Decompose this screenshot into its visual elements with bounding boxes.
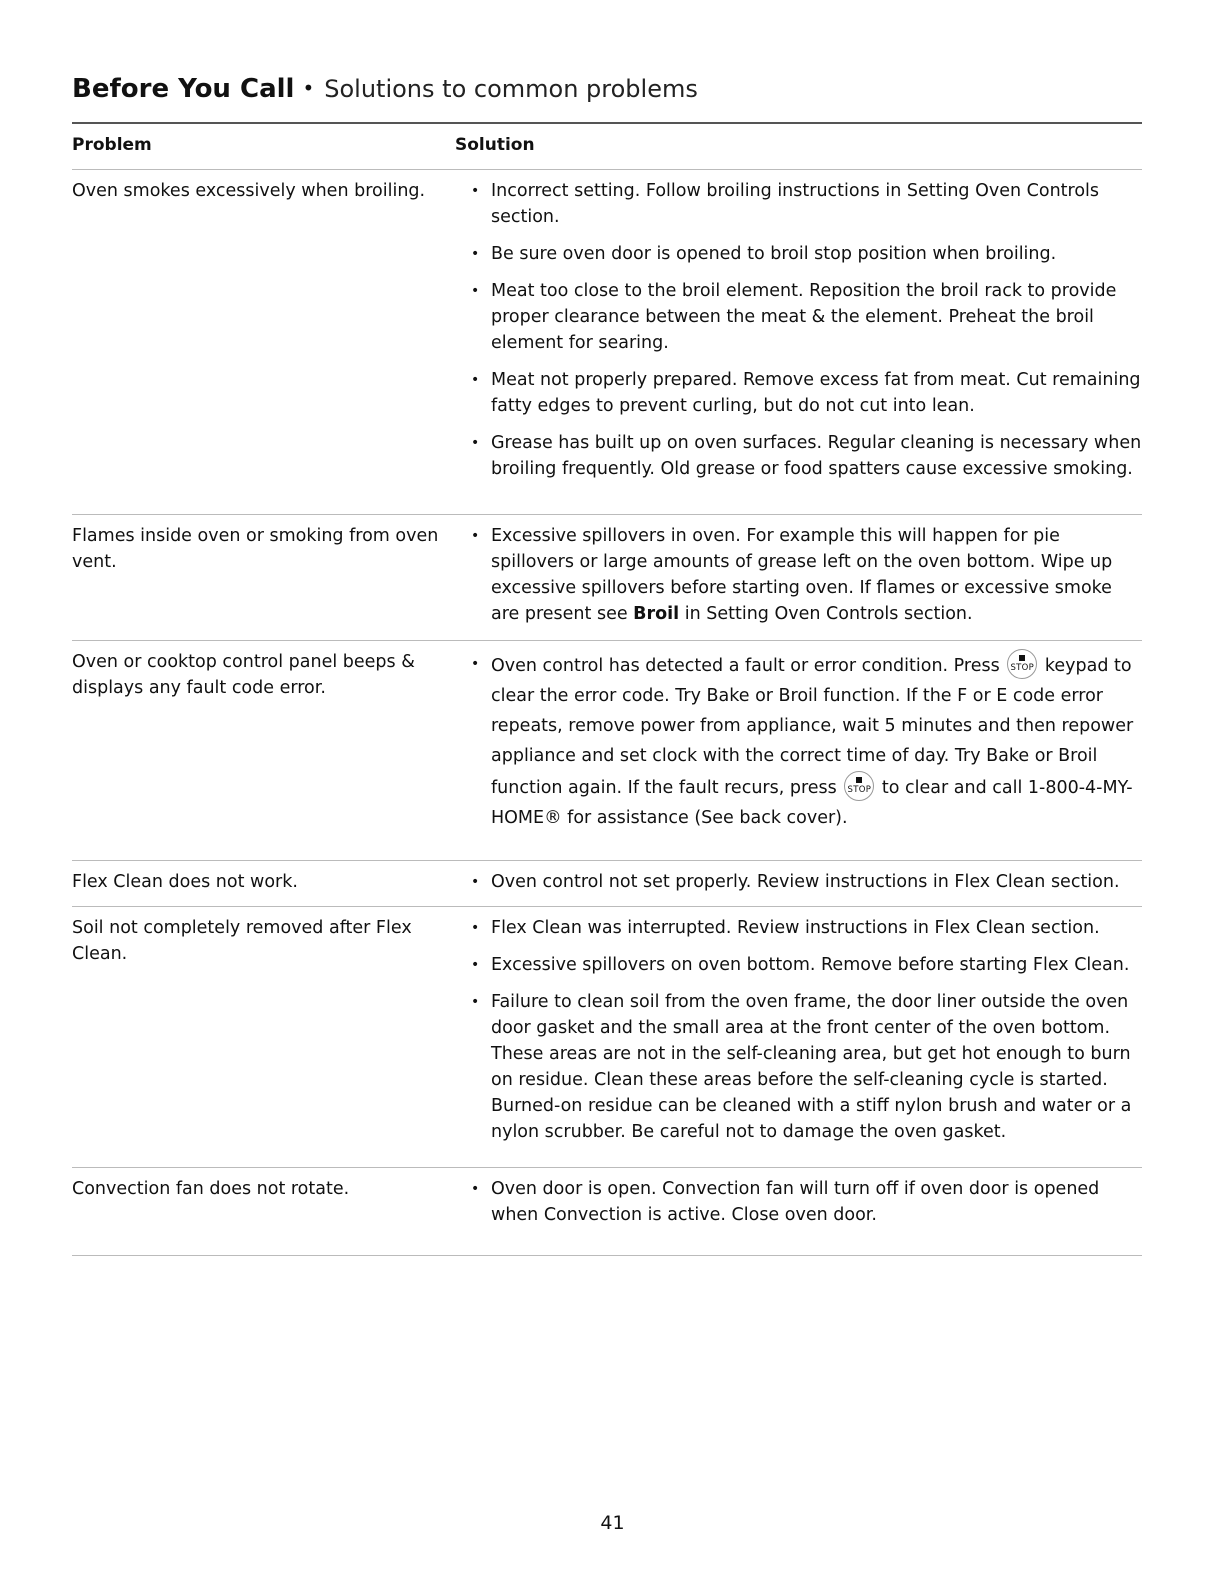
list-item bbox=[471, 869, 1142, 895]
table-row bbox=[72, 641, 1142, 861]
table-row bbox=[72, 1168, 1142, 1256]
stop-key-label: STOP bbox=[1010, 663, 1035, 673]
bullet-icon: • bbox=[471, 183, 480, 199]
stop-key-icon bbox=[1007, 649, 1037, 679]
solution-list bbox=[471, 1168, 1142, 1228]
stop-square-icon bbox=[856, 777, 862, 783]
list-item bbox=[471, 649, 1142, 833]
list-item bbox=[471, 523, 1142, 627]
list-item bbox=[471, 178, 1142, 230]
stop-square-icon bbox=[1019, 655, 1025, 661]
page-title bbox=[72, 70, 698, 107]
list-item bbox=[471, 430, 1142, 482]
bullet-icon: • bbox=[471, 957, 480, 973]
problem-cell: Flex Clean does not work. bbox=[72, 872, 298, 892]
solution-cell bbox=[471, 1168, 1142, 1255]
title-subtitle: Solutions to common problems bbox=[324, 75, 698, 103]
solution-text: Flex Clean was interrupted. Review instructions in Flex Clean section. bbox=[491, 918, 1100, 938]
bullet-icon: • bbox=[471, 283, 480, 299]
list-item bbox=[471, 278, 1142, 356]
solution-text-start: Excessive spillovers in oven. For example this will happen for pie spillovers or large amounts of grease left on the oven bottom. Wipe up excessive spillovers before starting oven. If flames or excessive smoke are present see bbox=[491, 526, 1113, 624]
solution-list bbox=[471, 515, 1142, 627]
bullet-icon: • bbox=[471, 246, 480, 262]
table-header-row bbox=[72, 124, 1142, 170]
bullet-icon: • bbox=[471, 920, 480, 936]
solution-list bbox=[471, 907, 1142, 1145]
solution-text: Grease has built up on oven surfaces. Regular cleaning is necessary when broiling frequently. Old grease or food spatters cause excessive smoking. bbox=[491, 433, 1142, 479]
list-item bbox=[471, 989, 1142, 1145]
solution-text-part2: keypad to clear the error code. Try Bake or Broil function. If the F or E code error repeats, remove power from appliance, wait 5 minutes and then repower appliance and set clock with the correct time of day. Try Bake or Broil function again. If the fault recurs, press bbox=[491, 656, 1134, 798]
solution-text: Oven control not set properly. Review instructions in Flex Clean section. bbox=[491, 872, 1120, 892]
broil-term: Broil bbox=[633, 604, 680, 624]
solution-text: Oven door is open. Convection fan will turn off if oven door is opened when Convection is active. Close oven door. bbox=[491, 1179, 1100, 1225]
solution-text: Incorrect setting. Follow broiling instructions in Setting Oven Controls section. bbox=[491, 181, 1100, 227]
troubleshooting-table bbox=[72, 122, 1142, 1256]
bullet-icon: • bbox=[471, 372, 480, 388]
solution-cell bbox=[471, 907, 1142, 1167]
bullet-icon: • bbox=[471, 435, 480, 451]
solution-text-part1: Oven control has detected a fault or error condition. Press bbox=[491, 656, 1006, 676]
table-row bbox=[72, 907, 1142, 1168]
solution-cell bbox=[471, 861, 1142, 906]
table-row bbox=[72, 515, 1142, 641]
bullet-icon: • bbox=[471, 656, 480, 672]
problem-cell: Flames inside oven or smoking from oven vent. bbox=[72, 526, 439, 572]
list-item bbox=[471, 952, 1142, 978]
header-problem: Problem bbox=[72, 135, 152, 155]
header-solution: Solution bbox=[455, 135, 535, 155]
solution-text-end: in Setting Oven Controls section. bbox=[679, 604, 973, 624]
problem-cell: Soil not completely removed after Flex Clean. bbox=[72, 918, 412, 964]
problem-cell: Oven or cooktop control panel beeps & displays any fault code error. bbox=[72, 652, 415, 698]
solution-text-part3: to clear and call 1-800-4-MY-HOME® for assistance (See back cover). bbox=[491, 778, 1133, 828]
solution-text: Failure to clean soil from the oven frame, the door liner outside the oven door gasket and the small area at the front center of the oven bottom. These areas are not in the self-cleaning area, but get hot enough to burn on residue. Clean these areas before the self-cleaning cycle is started. Burned-on residue can be cleaned with a stiff nylon brush and water or a nylon scrubber. Be careful not to damage the oven gasket. bbox=[491, 992, 1132, 1142]
table-row bbox=[72, 861, 1142, 907]
solution-cell bbox=[471, 170, 1142, 514]
title-main: Before You Call bbox=[72, 74, 295, 104]
list-item bbox=[471, 1176, 1142, 1228]
solution-list bbox=[471, 641, 1142, 833]
bullet-icon: • bbox=[471, 874, 480, 890]
solution-text: Be sure oven door is opened to broil stop position when broiling. bbox=[491, 244, 1057, 264]
stop-key-label: STOP bbox=[847, 785, 872, 795]
bullet-icon: • bbox=[471, 528, 480, 544]
problem-cell: Oven smokes excessively when broiling. bbox=[72, 181, 426, 201]
solution-text: Excessive spillovers on oven bottom. Remove before starting Flex Clean. bbox=[491, 955, 1130, 975]
list-item bbox=[471, 367, 1142, 419]
problem-cell: Convection fan does not rotate. bbox=[72, 1179, 350, 1199]
stop-key-icon bbox=[844, 771, 874, 801]
table-row bbox=[72, 170, 1142, 515]
bullet-icon: • bbox=[471, 994, 480, 1010]
page-number: 41 bbox=[600, 1512, 625, 1534]
solution-list bbox=[471, 861, 1142, 895]
solution-cell bbox=[471, 641, 1142, 860]
bullet-icon: • bbox=[471, 1181, 480, 1197]
solution-text: Meat too close to the broil element. Reposition the broil rack to provide proper clearance between the meat & the element. Preheat the broil element for searing. bbox=[491, 281, 1117, 353]
solution-cell bbox=[471, 515, 1142, 640]
solution-list bbox=[471, 170, 1142, 482]
list-item bbox=[471, 915, 1142, 941]
list-item bbox=[471, 241, 1142, 267]
solution-text: Meat not properly prepared. Remove excess fat from meat. Cut remaining fatty edges to prevent curling, but do not cut into lean. bbox=[491, 370, 1141, 416]
title-separator: • bbox=[302, 76, 315, 100]
